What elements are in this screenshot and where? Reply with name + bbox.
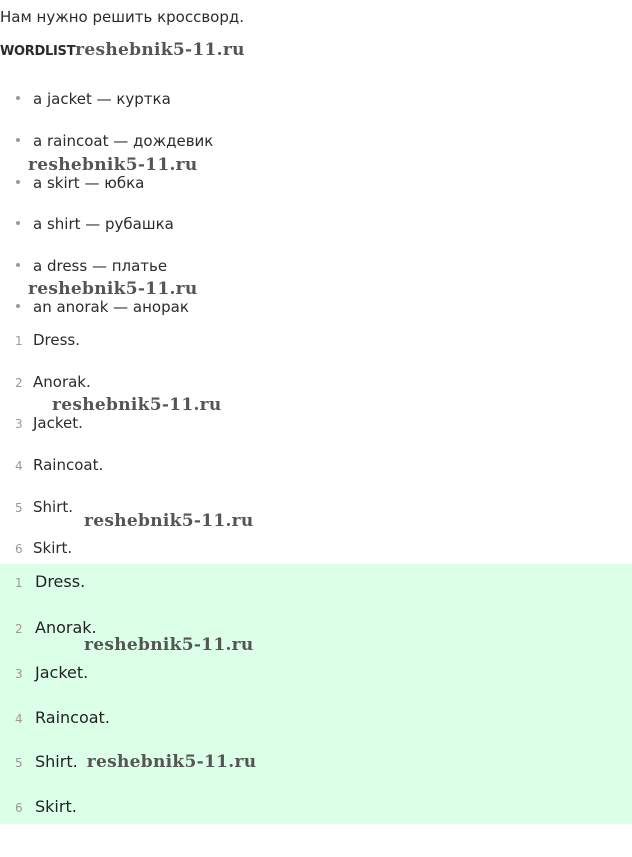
crossword-item (15, 539, 72, 557)
crossword-item (15, 373, 91, 391)
item-number: 3 (15, 667, 23, 681)
item-number: 6 (15, 542, 23, 556)
wordlist-item-text: a jacket — куртка (33, 90, 171, 108)
item-number: 3 (15, 417, 23, 431)
answer-item (15, 797, 77, 816)
watermark: reshebnik5-11.ru (75, 40, 245, 60)
answer-item (15, 572, 85, 591)
bullet-icon (16, 180, 20, 184)
bullet-icon (16, 138, 20, 142)
watermark: reshebnik5-11.ru (84, 511, 254, 531)
item-word: Anorak. (33, 373, 91, 391)
wordlist-item (16, 257, 167, 275)
bullet-icon (16, 221, 20, 225)
wordlist-item (16, 174, 144, 192)
item-word: Shirt. (33, 498, 74, 516)
crossword-item (15, 331, 80, 349)
item-word: Anorak. (35, 618, 97, 637)
item-number: 4 (15, 459, 23, 473)
wordlist-item-text: a shirt — рубашка (33, 215, 174, 233)
item-number: 5 (15, 501, 23, 515)
crossword-item (15, 498, 73, 516)
wordlist-item (16, 215, 174, 233)
crossword-item (15, 456, 103, 474)
bullet-icon (16, 96, 20, 100)
watermark: reshebnik5-11.ru (28, 155, 198, 175)
item-word: Shirt. (35, 752, 78, 771)
wordlist-heading (0, 40, 245, 60)
bullet-icon (16, 263, 20, 267)
answer-item (15, 752, 256, 772)
item-word: Skirt. (35, 797, 77, 816)
item-word: Dress. (35, 572, 86, 591)
item-word: Raincoat. (33, 456, 104, 474)
wordlist-item-text: a raincoat — дождевик (33, 132, 214, 150)
item-number: 5 (15, 756, 23, 770)
wordlist-item-text: a skirt — юбка (33, 174, 145, 192)
wordlist-item (16, 90, 171, 108)
item-word: Jacket. (33, 414, 83, 432)
item-number: 6 (15, 801, 23, 815)
item-number: 4 (15, 712, 23, 726)
answers-block (0, 564, 632, 824)
wordlist-item (16, 132, 213, 150)
bullet-icon (16, 304, 20, 308)
watermark: reshebnik5-11.ru (28, 279, 198, 299)
crossword-item (15, 414, 83, 432)
intro-text: Нам нужно решить кроссворд. (0, 8, 245, 26)
watermark: reshebnik5-11.ru (84, 635, 254, 655)
item-number: 1 (15, 576, 23, 590)
item-word: Dress. (33, 331, 81, 349)
item-word: Jacket. (35, 663, 89, 682)
answer-item (15, 663, 88, 682)
item-number: 1 (15, 334, 23, 348)
wordlist-item-text: a dress — платье (33, 257, 168, 275)
answer-item (15, 708, 110, 727)
item-number: 2 (15, 622, 23, 636)
wordlist-item (16, 298, 189, 316)
item-number: 2 (15, 376, 23, 390)
wordlist-title: WORDLIST (0, 44, 76, 59)
watermark: reshebnik5-11.ru (86, 752, 257, 772)
watermark: reshebnik5-11.ru (52, 395, 222, 415)
item-word: Skirt. (33, 539, 73, 557)
wordlist-item-text: an anorak — анорак (33, 298, 189, 316)
item-word: Raincoat. (35, 708, 110, 727)
